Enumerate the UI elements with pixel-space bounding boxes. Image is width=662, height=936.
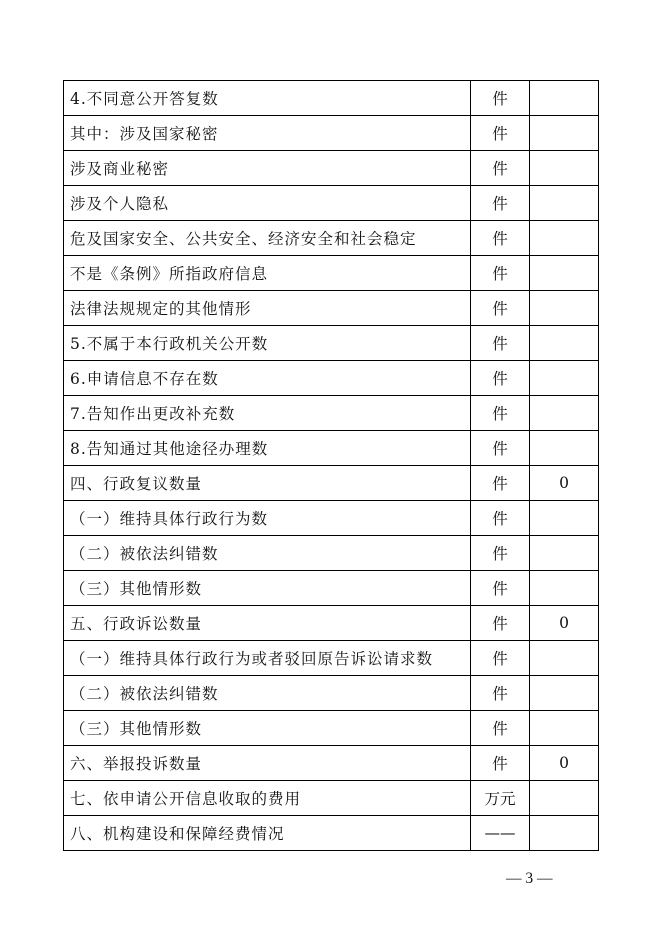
row-unit-cell: 件 bbox=[471, 396, 530, 431]
row-unit-cell: —— bbox=[471, 816, 530, 851]
row-item-cell: 涉及个人隐私 bbox=[64, 186, 471, 221]
table-row bbox=[64, 641, 599, 676]
table-row bbox=[64, 466, 599, 501]
row-value-cell bbox=[530, 256, 599, 291]
row-unit-cell: 件 bbox=[471, 536, 530, 571]
row-value-cell bbox=[530, 221, 599, 256]
table-row bbox=[64, 291, 599, 326]
row-item-cell: （一）维持具体行政行为数 bbox=[64, 501, 471, 536]
row-unit-cell: 件 bbox=[471, 606, 530, 641]
row-item-cell: 8.告知通过其他途径办理数 bbox=[64, 431, 471, 466]
row-unit-cell: 件 bbox=[471, 151, 530, 186]
row-value-cell bbox=[530, 676, 599, 711]
table-row bbox=[64, 606, 599, 641]
table-row bbox=[64, 571, 599, 606]
row-value-cell bbox=[530, 711, 599, 746]
row-value-cell bbox=[530, 116, 599, 151]
table-row bbox=[64, 326, 599, 361]
row-unit-cell: 件 bbox=[471, 116, 530, 151]
row-value-cell: 0 bbox=[530, 606, 599, 641]
page-number: — 3 — bbox=[506, 870, 553, 887]
row-value-cell bbox=[530, 781, 599, 816]
row-unit-cell: 件 bbox=[471, 361, 530, 396]
row-item-cell: 不是《条例》所指政府信息 bbox=[64, 256, 471, 291]
row-unit-cell: 件 bbox=[471, 746, 530, 781]
row-value-cell bbox=[530, 326, 599, 361]
table-row bbox=[64, 781, 599, 816]
row-item-cell: 4.不同意公开答复数 bbox=[64, 81, 471, 116]
table-row bbox=[64, 186, 599, 221]
row-item-cell: 7.告知作出更改补充数 bbox=[64, 396, 471, 431]
row-item-cell: 六、举报投诉数量 bbox=[64, 746, 471, 781]
row-value-cell bbox=[530, 816, 599, 851]
table-row bbox=[64, 396, 599, 431]
row-item-cell: 法律法规规定的其他情形 bbox=[64, 291, 471, 326]
row-unit-cell: 件 bbox=[471, 186, 530, 221]
row-value-cell bbox=[530, 571, 599, 606]
table-row bbox=[64, 676, 599, 711]
row-item-cell: 八、机构建设和保障经费情况 bbox=[64, 816, 471, 851]
table-row bbox=[64, 746, 599, 781]
row-value-cell bbox=[530, 536, 599, 571]
row-value-cell bbox=[530, 641, 599, 676]
table-row bbox=[64, 361, 599, 396]
row-item-cell: 5.不属于本行政机关公开数 bbox=[64, 326, 471, 361]
row-item-cell: （三）其他情形数 bbox=[64, 571, 471, 606]
table-row bbox=[64, 151, 599, 186]
row-item-cell: 危及国家安全、公共安全、经济安全和社会稳定 bbox=[64, 221, 471, 256]
row-item-cell: 七、依申请公开信息收取的费用 bbox=[64, 781, 471, 816]
table-row bbox=[64, 256, 599, 291]
row-item-cell: 涉及商业秘密 bbox=[64, 151, 471, 186]
row-item-cell: （二）被依法纠错数 bbox=[64, 676, 471, 711]
row-item-cell: 6.申请信息不存在数 bbox=[64, 361, 471, 396]
row-value-cell: 0 bbox=[530, 746, 599, 781]
row-item-cell: （三）其他情形数 bbox=[64, 711, 471, 746]
table-row bbox=[64, 501, 599, 536]
table-row bbox=[64, 536, 599, 571]
row-unit-cell: 件 bbox=[471, 326, 530, 361]
row-unit-cell: 件 bbox=[471, 571, 530, 606]
row-unit-cell: 件 bbox=[471, 81, 530, 116]
row-value-cell bbox=[530, 81, 599, 116]
row-unit-cell: 件 bbox=[471, 501, 530, 536]
row-item-cell: （二）被依法纠错数 bbox=[64, 536, 471, 571]
row-value-cell bbox=[530, 151, 599, 186]
row-item-cell: （一）维持具体行政行为或者驳回原告诉讼请求数 bbox=[64, 641, 471, 676]
row-item-cell: 其中：涉及国家秘密 bbox=[64, 116, 471, 151]
table-row bbox=[64, 711, 599, 746]
row-unit-cell: 件 bbox=[471, 221, 530, 256]
table-row bbox=[64, 431, 599, 466]
statistics-table bbox=[63, 80, 599, 851]
row-value-cell: 0 bbox=[530, 466, 599, 501]
row-item-cell: 五、行政诉讼数量 bbox=[64, 606, 471, 641]
row-unit-cell: 件 bbox=[471, 431, 530, 466]
row-unit-cell: 件 bbox=[471, 676, 530, 711]
row-unit-cell: 件 bbox=[471, 291, 530, 326]
table-row bbox=[64, 116, 599, 151]
row-value-cell bbox=[530, 361, 599, 396]
row-unit-cell: 万元 bbox=[471, 781, 530, 816]
table-row bbox=[64, 221, 599, 256]
row-value-cell bbox=[530, 186, 599, 221]
row-value-cell bbox=[530, 501, 599, 536]
row-value-cell bbox=[530, 291, 599, 326]
row-value-cell bbox=[530, 396, 599, 431]
row-unit-cell: 件 bbox=[471, 466, 530, 501]
row-unit-cell: 件 bbox=[471, 711, 530, 746]
row-unit-cell: 件 bbox=[471, 641, 530, 676]
row-item-cell: 四、行政复议数量 bbox=[64, 466, 471, 501]
table-row bbox=[64, 81, 599, 116]
row-unit-cell: 件 bbox=[471, 256, 530, 291]
table-row bbox=[64, 816, 599, 851]
row-value-cell bbox=[530, 431, 599, 466]
